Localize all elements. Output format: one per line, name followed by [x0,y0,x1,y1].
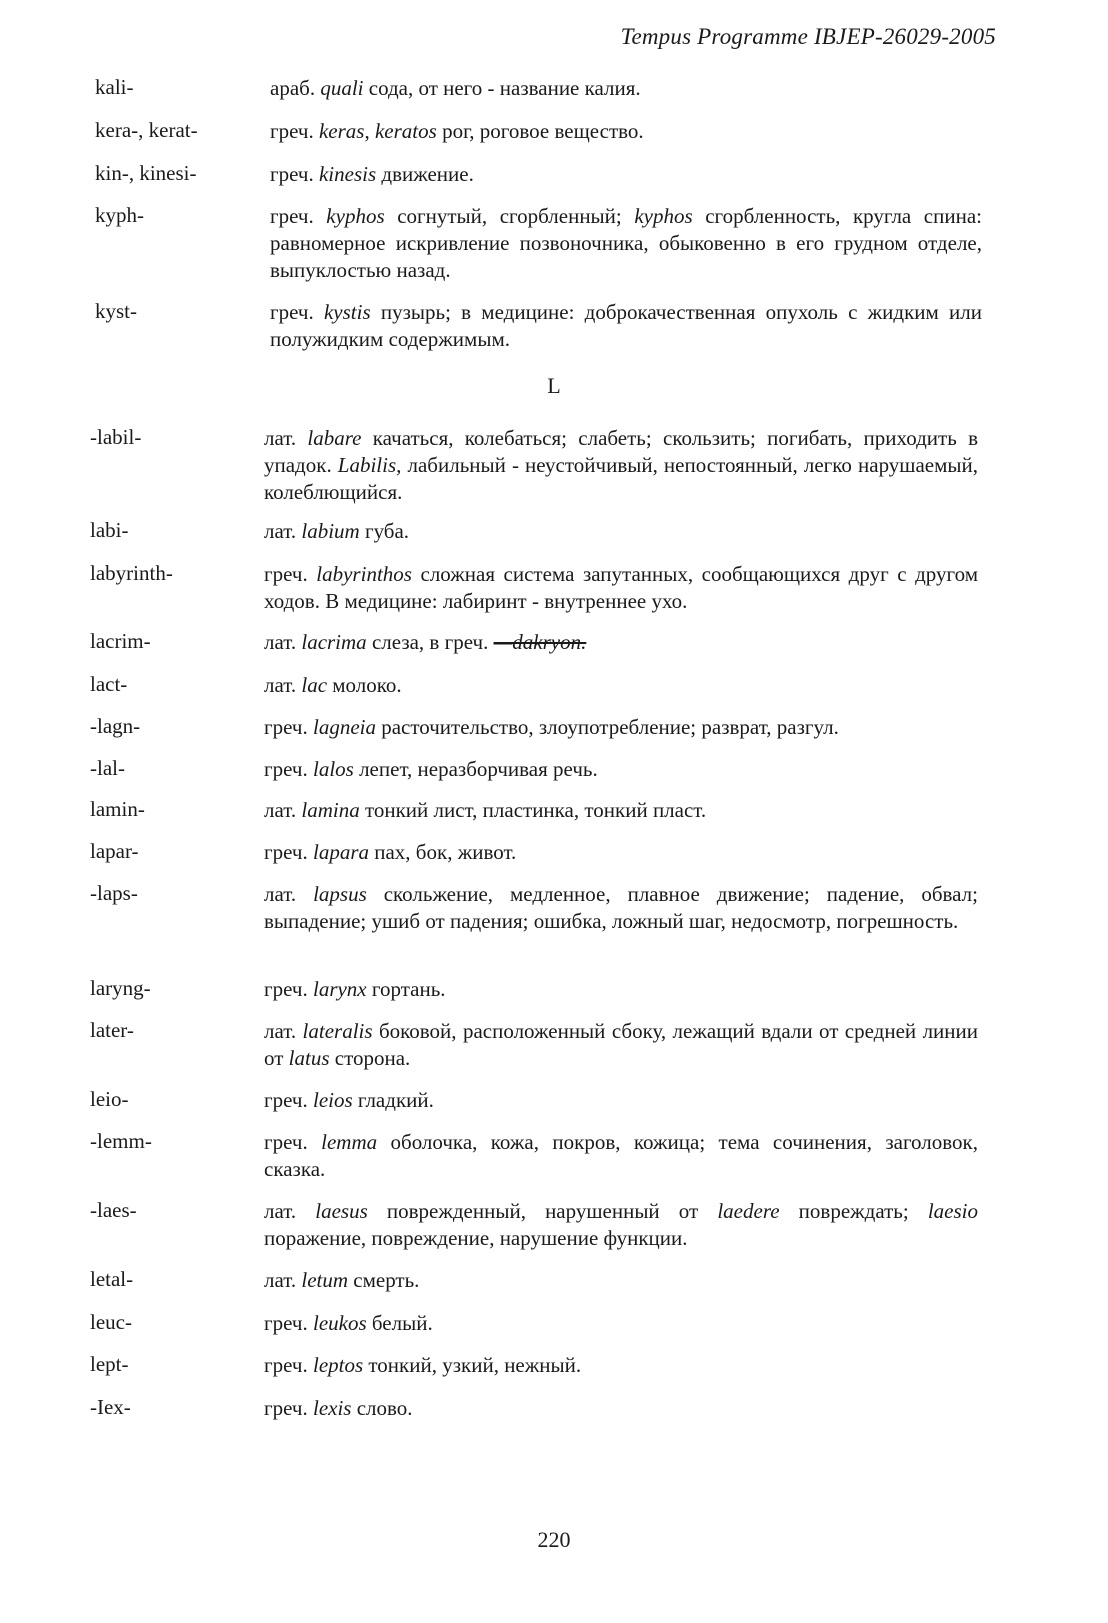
definition-italic-term: latus [288,1046,330,1070]
definition-text: пузырь; в медицине: доброкачественная опухоль с жидким или полужидким содержимым. [270,300,982,351]
definition-text: молоко. [327,673,402,697]
definition-text: гладкий. [352,1088,434,1112]
entry-definition [270,203,982,284]
definition-text: лепет, неразборчивая речь. [353,757,598,781]
definition-text: смерть. [348,1268,420,1292]
entry-definition [270,161,982,188]
definition-text: лат. [264,630,302,654]
definition-italic-term: laesio [927,1199,979,1223]
entry-definition [264,1129,978,1183]
definition-text: гортань. [366,977,446,1001]
definition-italic-term: larynx [312,977,367,1001]
entry-term: kyph- [95,203,144,227]
entry-term: letal- [90,1267,134,1291]
entry-definition [264,518,978,545]
definition-italic-term: keratos [374,119,437,143]
definition-text: греч. [270,119,319,143]
entry-definition [264,976,978,1003]
definition-text: сложная система запутанных, сообщающихся друг с другом ходов. В медицине: лабиринт - внутреннее ухо. [264,562,978,613]
definition-text: греч. [264,1130,322,1154]
entry-term: kyst- [95,299,137,323]
definition-italic-term: keras [318,119,365,143]
definition-text: лат. [264,882,314,906]
definition-italic-term: quali [320,76,364,100]
entry-term: -Iex- [90,1395,131,1419]
definition-text: движение. [376,162,474,186]
definition-text: араб. [270,76,321,100]
definition-italic-term: lagneia [312,715,376,739]
definition-struck-text: —dakryon. [493,630,587,654]
entry-term: -lagn- [90,714,141,738]
definition-italic-term: lemma [321,1130,378,1154]
entry-definition [264,1310,978,1337]
entry-term: -laps- [90,881,138,905]
entry-term: kera-, kerat- [95,118,198,142]
definition-italic-term: leios [312,1088,353,1112]
entry-term: later- [90,1018,134,1042]
entry-term: labi- [90,518,129,542]
definition-text: слово. [351,1396,413,1420]
definition-italic-term: kyphos [634,204,693,228]
definition-text: белый. [366,1311,433,1335]
entry-term: -labil- [90,425,142,449]
entry-term: laryng- [90,976,151,1000]
definition-text: греч. [264,840,313,864]
entry-definition [264,797,978,824]
definition-text: греч. [264,1396,313,1420]
entry-definition [264,1198,978,1252]
definition-text: греч. [264,715,313,739]
definition-italic-term: leptos [312,1353,364,1377]
definition-text: греч. [264,1311,313,1335]
definition-italic-term: Labilis, [337,453,402,477]
entry-term: lept- [90,1352,129,1376]
definition-text: , [364,119,375,143]
definition-text: лат. [264,1199,316,1223]
definition-text: оболочка, кожа, покров, кожица; тема сочинения, заголовок, сказка. [264,1130,978,1181]
entry-definition [264,1267,978,1294]
entry-definition [264,839,978,866]
entry-term: leio- [90,1087,129,1111]
entry-term: lacrim- [90,629,151,653]
entry-term: lapar- [90,839,139,863]
definition-text: рог, роговое вещество. [436,119,644,143]
definition-text: сгорбленность, кругла спина: равномерное искривление позвоночника, обыковенно в его грудном отделе, выпуклостью назад. [270,204,982,282]
entry-term: -laes- [90,1198,137,1222]
definition-text: пах, бок, живот. [369,840,517,864]
definition-italic-term: laesus [315,1199,368,1223]
definition-italic-term: kinesis [318,162,377,186]
definition-text: согнутый, сгорбленный; [384,204,635,228]
definition-italic-term: labare [307,426,362,450]
definition-text: лат. [264,1019,303,1043]
entry-definition [264,1352,978,1379]
definition-italic-term: kystis [323,300,371,324]
definition-italic-term: lexis [312,1396,352,1420]
definition-text: греч. [270,162,319,186]
definition-italic-term: lacrima [301,630,367,654]
definition-text: греч. [264,977,313,1001]
definition-text: качаться, колебаться; слабеть; скользить; погибать, приходить в упадок. [264,426,979,477]
definition-text: греч. [264,757,313,781]
entry-definition [264,1087,978,1114]
entry-definition [264,425,978,506]
entry-definition [264,881,978,935]
definition-text: греч. [264,1353,313,1377]
definition-italic-term: lateralis [302,1019,373,1043]
definition-text: греч. [264,1088,313,1112]
entry-definition [264,561,978,615]
definition-italic-term: labyrinthos [316,562,412,586]
definition-italic-term: labium [301,519,360,543]
definition-text: лат. [264,426,308,450]
definition-text: лат. [264,673,302,697]
definition-text: поражение, повреждение, нарушение функции. [264,1226,688,1250]
definition-text: боковой, расположенный сбоку, лежащий вдали от средней линии от [264,1019,978,1070]
entry-term: lact- [90,672,128,696]
entry-definition [264,756,978,783]
definition-text: лат. [264,1268,302,1292]
definition-text: расточительство, злоупотребление; разврат, разгул. [375,715,839,739]
definition-italic-term: leukos [312,1311,367,1335]
entry-term: leuc- [90,1310,132,1334]
entry-term: lamin- [90,797,145,821]
entry-term: labyrinth- [90,561,173,585]
definition-text: тонкий, узкий, нежный. [363,1353,582,1377]
definition-text: лат. [264,519,302,543]
definition-text: греч. [270,204,327,228]
definition-text: губа. [359,519,410,543]
page-number: 220 [537,1527,571,1552]
definition-italic-term: lalos [312,757,354,781]
definition-italic-term: letum [301,1268,349,1292]
definition-text: сторона. [329,1046,411,1070]
definition-text: повреждать; [779,1199,928,1223]
section-letter: L [547,373,561,398]
definition-text: слеза, в греч. [366,630,494,654]
definition-italic-term: kyphos [326,204,385,228]
definition-italic-term: lac [301,673,328,697]
entry-term: -lal- [90,756,125,780]
entry-definition [270,299,982,353]
definition-text: скольжение, медленное, плавное движение; падение, обвал; выпадение; ушиб от падения; ошибка, ложный шаг, недосмотр, погрешность. [264,882,978,933]
definition-text: поврежденный, нарушенный от [367,1199,718,1223]
entry-definition [264,1018,978,1072]
definition-text: тонкий лист, пластинка, тонкий пласт. [359,798,707,822]
definition-text: лат. [264,798,302,822]
entry-definition [270,75,982,102]
entry-term: kin-, kinesi- [95,161,197,185]
definition-italic-term: lapara [312,840,369,864]
definition-text: греч. [270,300,324,324]
entry-definition [270,118,982,145]
entry-definition [264,629,978,656]
definition-text: сода, от него - название калия. [363,76,641,100]
definition-italic-term: laedere [717,1199,780,1223]
definition-italic-term: lapsus [313,882,367,906]
entry-term: kali- [95,75,134,99]
definition-text: греч. [264,562,317,586]
entry-definition [264,1395,978,1422]
definition-text: лабильный - неустойчивый, непостоянный, легко нарушаемый, колеблющийся. [264,453,979,504]
entry-definition [264,672,978,699]
definition-italic-term: lamina [301,798,360,822]
running-header: Tempus Programme IBJEP-26029-2005 [620,24,996,49]
entry-definition [264,714,978,741]
entry-term: -lemm- [90,1129,152,1153]
